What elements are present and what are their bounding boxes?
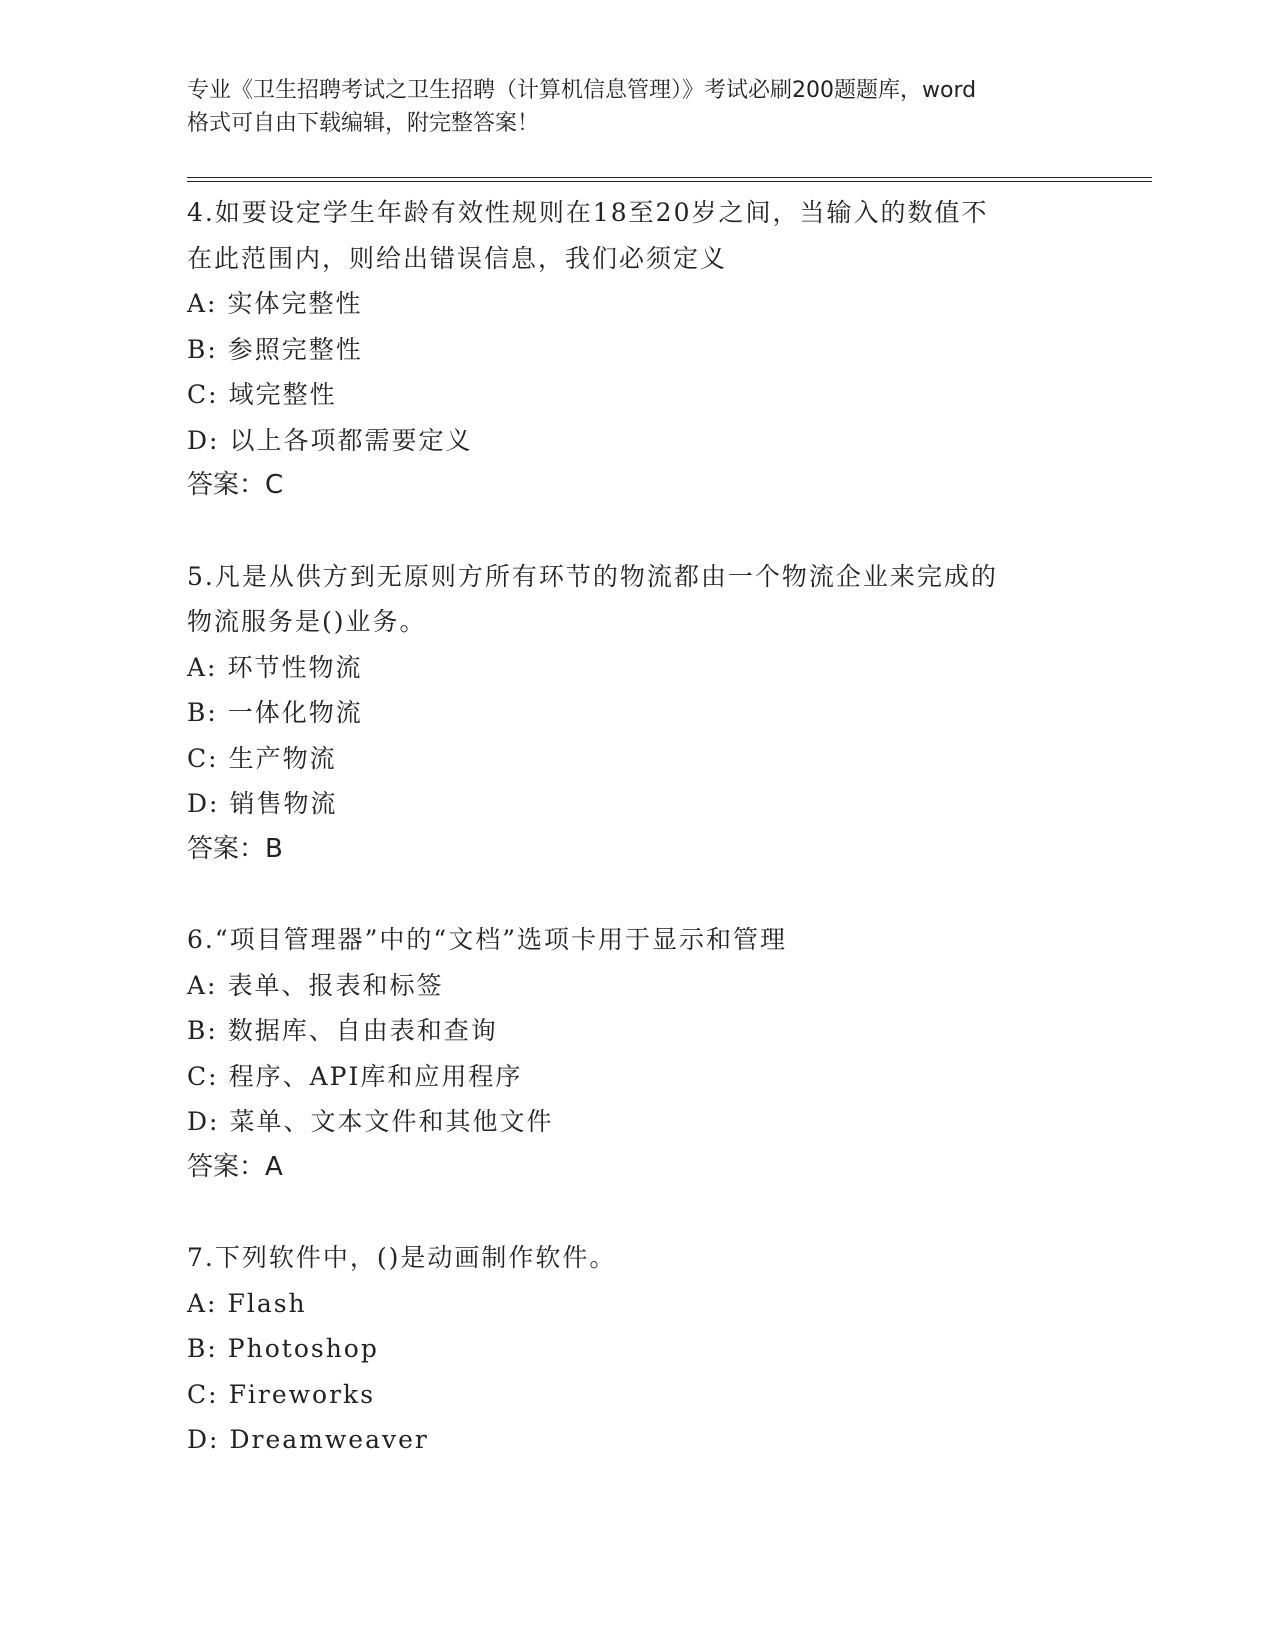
option-letter: C: xyxy=(187,743,219,773)
option-a xyxy=(187,645,1087,691)
option-c xyxy=(187,1372,1087,1418)
option-letter: C: xyxy=(187,1061,219,1091)
option-text: Photoshop xyxy=(227,1334,379,1363)
option-text: 数据库、自由表和查询 xyxy=(227,1016,498,1045)
option-text: Dreamweaver xyxy=(229,1425,429,1454)
option-letter: C: xyxy=(187,1379,219,1409)
option-text: 销售物流 xyxy=(229,789,338,818)
option-letter: A: xyxy=(187,652,218,682)
option-letter: D: xyxy=(187,1425,220,1454)
option-letter: B: xyxy=(187,698,218,727)
option-text: Fireworks xyxy=(228,1379,376,1409)
option-text: 表单、报表和标签 xyxy=(227,970,444,1000)
option-letter: A: xyxy=(187,289,218,318)
question-stem: 5.凡是从供方到无原则方所有环节的物流都由一个物流企业来完成的 物流服务是()业务。 xyxy=(187,561,998,636)
option-text: 域完整性 xyxy=(228,380,337,409)
header-line-2: 格式可自由下载编辑，附完整答案！ xyxy=(187,111,540,136)
option-a xyxy=(187,963,1087,1009)
option-letter: A: xyxy=(187,970,218,1000)
option-c xyxy=(187,736,1087,782)
answer-line: 答案：C xyxy=(187,470,284,500)
question-6 xyxy=(187,917,1087,1190)
option-text: 以上各项都需要定义 xyxy=(229,425,473,455)
option-letter: C: xyxy=(187,380,219,409)
option-b xyxy=(187,690,1087,736)
option-b xyxy=(187,1008,1087,1054)
question-stem: 4.如要设定学生年龄有效性规则在18至20岁之间，当输入的数值不 在此范围内，则给出错误信息，我们必须定义 xyxy=(187,198,989,273)
option-letter: A: xyxy=(187,1288,218,1318)
option-text: 参照完整性 xyxy=(227,334,363,364)
option-d xyxy=(187,1099,1087,1145)
option-b xyxy=(187,327,1087,373)
option-text: 生产物流 xyxy=(228,743,337,773)
question-5 xyxy=(187,554,1087,873)
option-a xyxy=(187,1281,1087,1327)
option-letter: B: xyxy=(187,334,218,364)
option-letter: D: xyxy=(187,789,220,818)
option-d xyxy=(187,418,1087,464)
option-c xyxy=(187,372,1087,418)
option-letter: D: xyxy=(187,1107,220,1136)
option-letter: B: xyxy=(187,1334,218,1363)
question-stem: 7.下列软件中，()是动画制作软件。 xyxy=(187,1243,617,1272)
option-letter: D: xyxy=(187,425,220,455)
option-text: 菜单、文本文件和其他文件 xyxy=(229,1107,554,1136)
option-text: 实体完整性 xyxy=(227,289,363,318)
option-letter: B: xyxy=(187,1016,218,1045)
option-d xyxy=(187,1417,1087,1463)
option-text: Flash xyxy=(227,1288,307,1318)
option-a xyxy=(187,281,1087,327)
option-d xyxy=(187,781,1087,827)
header-divider xyxy=(187,177,1152,182)
question-stem: 6.“项目管理器”中的“文档”选项卡用于显示和管理 xyxy=(187,925,787,954)
document-header xyxy=(187,74,1087,140)
option-text: 一体化物流 xyxy=(227,698,363,727)
header-line-1: 专业《卫生招聘考试之卫生招聘（计算机信息管理）》考试必刷200题题库，word xyxy=(187,78,977,103)
question-7 xyxy=(187,1235,1087,1463)
question-list xyxy=(187,190,1087,1508)
option-b xyxy=(187,1326,1087,1372)
question-4 xyxy=(187,190,1087,509)
answer-line: 答案：B xyxy=(187,833,283,864)
option-c xyxy=(187,1054,1087,1100)
option-text: 程序、API库和应用程序 xyxy=(228,1061,523,1091)
option-text: 环节性物流 xyxy=(227,652,363,682)
answer-line: 答案：A xyxy=(187,1151,283,1182)
